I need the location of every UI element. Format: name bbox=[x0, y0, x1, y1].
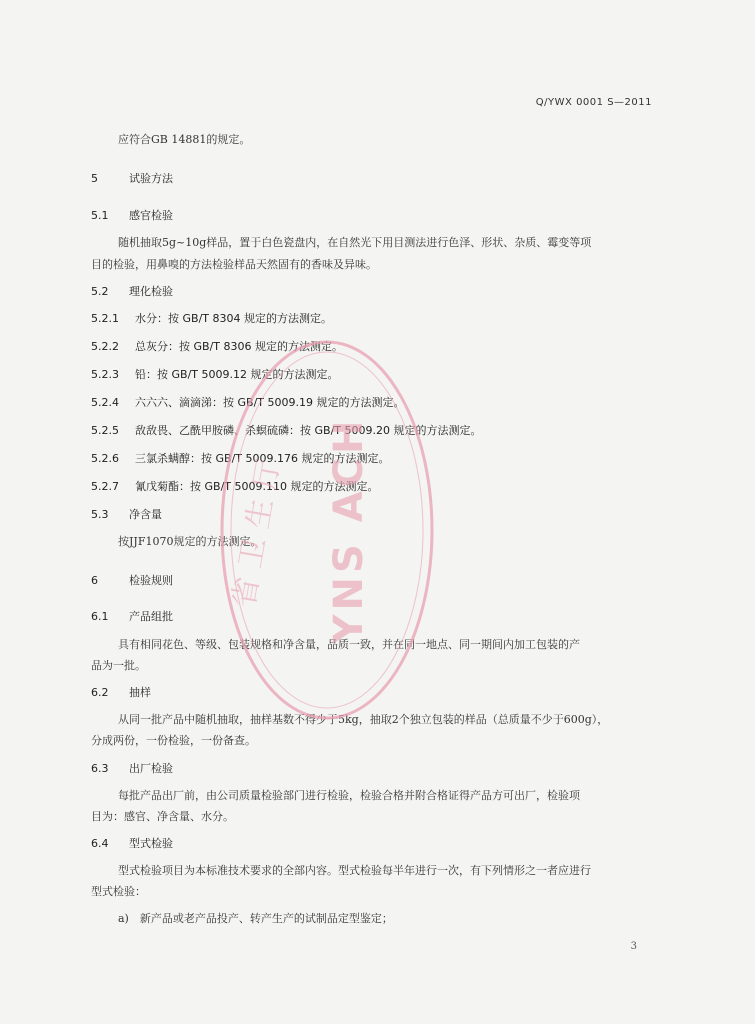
clause-text: 铅：按 GB/T 5009.12 规定的方法测定。 bbox=[135, 368, 339, 381]
section-heading bbox=[91, 608, 173, 624]
paragraph-line: 随机抽取5g~10g样品，置于白色瓷盘内，在自然光下用目测法进行色泽、形状、杂质、霉变等项 bbox=[118, 236, 592, 249]
section-number: 6.1 bbox=[91, 610, 109, 623]
list-item: a) 新产品或老产品投产、转产生产的试制品定型鉴定； bbox=[118, 912, 393, 925]
section-heading bbox=[91, 170, 173, 186]
clause-number: 5.2.1 bbox=[91, 312, 119, 325]
section-title: 型式检验 bbox=[129, 837, 173, 850]
section-heading bbox=[91, 506, 162, 522]
section-title: 净含量 bbox=[129, 508, 162, 521]
clause-number: 5.2.6 bbox=[91, 452, 119, 465]
section-heading bbox=[91, 283, 173, 299]
paragraph-line: 从同一批产品中随机抽取，抽样基数不得少于5kg，抽取2个独立包装的样品（总质量不少于600g）， bbox=[118, 713, 609, 726]
paragraph-line: 型式检验项目为本标准技术要求的全部内容。型式检验每半年进行一次，有下列情形之一者应进行 bbox=[118, 864, 591, 877]
paragraph-line: 目的检验，用鼻嗅的方法检验样品天然固有的香味及异味。 bbox=[91, 258, 377, 271]
paragraph-line: 品为一批。 bbox=[91, 659, 146, 672]
clause-number: 5.2.7 bbox=[91, 480, 119, 493]
section-heading bbox=[91, 207, 173, 223]
paragraph-line: 目为：感官、净含量、水分。 bbox=[91, 810, 234, 823]
section-title: 感官检验 bbox=[129, 209, 173, 222]
section-number: 5 bbox=[91, 172, 98, 185]
section-number: 6.3 bbox=[91, 762, 109, 775]
clause-text: 六六六、滴滴涕：按 GB/T 5009.19 规定的方法测定。 bbox=[135, 396, 405, 409]
section-title: 出厂检验 bbox=[129, 762, 173, 775]
section-title: 理化检验 bbox=[129, 285, 173, 298]
section-title: 检验规则 bbox=[129, 574, 173, 587]
paragraph-line: 按JJF1070规定的方法测定。 bbox=[118, 535, 262, 548]
section-title: 试验方法 bbox=[129, 172, 173, 185]
clause-text: 三氯杀螨醇：按 GB/T 5009.176 规定的方法测定。 bbox=[135, 452, 390, 465]
clause-number: 5.2.3 bbox=[91, 368, 119, 381]
paragraph-line: 具有相同花色、等级、包装规格和净含量，品质一致，并在同一地点、同一期间内加工包装的产 bbox=[118, 638, 580, 651]
paragraph-line: 型式检验： bbox=[91, 885, 146, 898]
section-title: 产品组批 bbox=[129, 610, 173, 623]
section-number: 6 bbox=[91, 574, 98, 587]
clause-line bbox=[91, 310, 332, 326]
clause-text: 总灰分：按 GB/T 8306 规定的方法测定。 bbox=[135, 340, 343, 353]
section-heading bbox=[91, 760, 173, 776]
section-number: 6.4 bbox=[91, 837, 109, 850]
clause-number: 5.2.2 bbox=[91, 340, 119, 353]
section-heading bbox=[91, 835, 173, 851]
official-seal-stamp bbox=[212, 330, 442, 730]
section-number: 6.2 bbox=[91, 686, 109, 699]
standard-code: Q/YWX 0001 S—2011 bbox=[535, 97, 652, 108]
paragraph-line: 应符合GB 14881的规定。 bbox=[118, 133, 251, 146]
section-number: 5.3 bbox=[91, 508, 109, 521]
clause-text: 水分：按 GB/T 8304 规定的方法测定。 bbox=[135, 312, 332, 325]
section-heading bbox=[91, 684, 151, 700]
clause-text: 敌敌畏、乙酰甲胺磷、杀螟硫磷：按 GB/T 5009.20 规定的方法测定。 bbox=[135, 424, 482, 437]
clause-text: 氰戊菊酯：按 GB/T 5009.110 规定的方法测定。 bbox=[135, 480, 379, 493]
stamp-chinese-text: 省卫生厅 bbox=[226, 446, 289, 611]
clause-number: 5.2.5 bbox=[91, 424, 119, 437]
section-title: 抽样 bbox=[129, 686, 151, 699]
section-heading bbox=[91, 572, 173, 588]
stamp-latin-text: YNS ACH bbox=[326, 416, 372, 644]
page-number: 3 bbox=[630, 941, 637, 952]
paragraph-line: 每批产品出厂前，由公司质量检验部门进行检验，检验合格并附合格证得产品方可出厂，检验项 bbox=[118, 789, 580, 802]
clause-number: 5.2.4 bbox=[91, 396, 119, 409]
section-number: 5.1 bbox=[91, 209, 109, 222]
section-number: 5.2 bbox=[91, 285, 109, 298]
paragraph-line: 分成两份，一份检验，一份备查。 bbox=[91, 734, 256, 747]
